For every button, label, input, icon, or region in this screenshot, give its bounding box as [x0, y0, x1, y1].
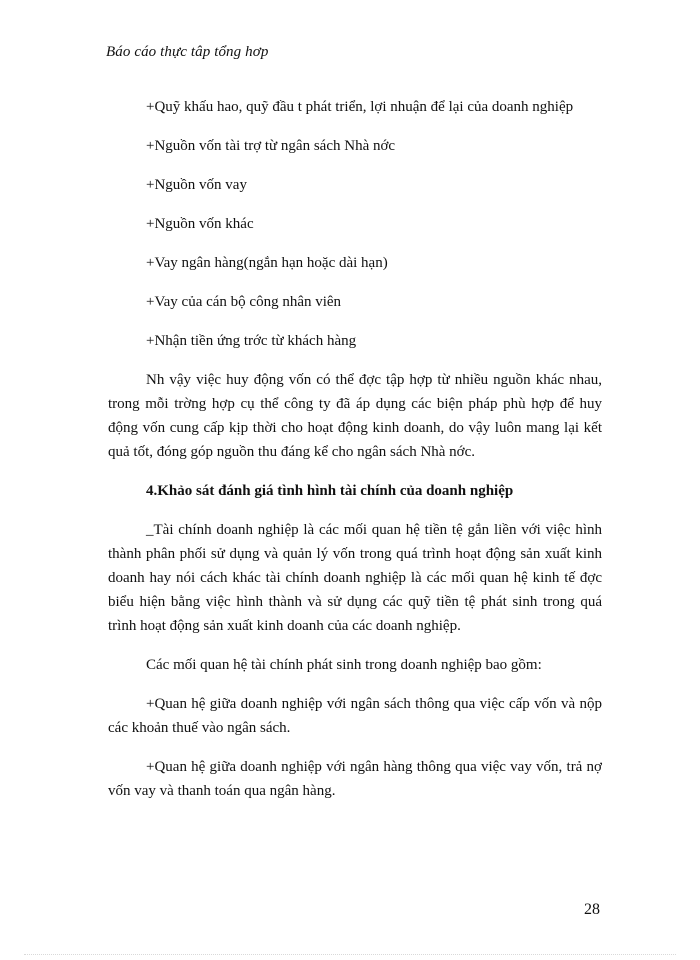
paragraph-depreciation-fund: +Quỹ khấu hao, quỹ đầu t phát triển, lợi nhuận để lại của doanh nghiệp [146, 99, 574, 115]
paragraph-state-budget-capital: +Nguồn vốn tài trợ từ ngân sách Nhà nớc [146, 138, 396, 154]
paragraph-capital-mobilization-summary: Nh vậy việc huy động vốn có thể đợc tập hợp từ nhiều nguồn khác nhau, trong mỗi trờng hợp cụ thể công ty đã áp dụng các biện pháp phù hợp để huy động vốn cung cấp kịp thời cho hoạt động kinh doanh, do vậy luôn mang lại kết quả tốt, đóng góp nguồn thu đáng kể cho ngân sách Nhà nớc. [108, 372, 602, 460]
paragraph-financial-relations-intro: Các mối quan hệ tài chính phát sinh trong doanh nghiệp bao gồm: [146, 657, 542, 673]
paragraph-employee-loans: +Vay của cán bộ công nhân viên [146, 294, 342, 310]
paragraph-bank-relation: +Quan hệ giữa doanh nghiệp với ngân hàng thông qua việc vay vốn, trả nợ vốn vay và thanh toán qua ngân hàng. [108, 759, 602, 799]
paragraph-corporate-finance-definition: _Tài chính doanh nghiệp là các mối quan hệ tiền tệ gắn liền với việc hình thành phân phối sử dụng và quản lý vốn trong quá trình hoạt động sản xuất kinh doanh hay nói cách khác tài chính doanh nghiệp là các mối quan hệ kinh tế đợc biểu hiện bằng việc hình thành và sử dụng các quỹ tiền tệ phát sinh trong quá trình hoạt động sản xuất kinh doanh của các doanh nghiệp. [108, 522, 602, 634]
paragraph-customer-advances: +Nhận tiền ứng trớc từ khách hàng [146, 333, 357, 349]
paragraph-budget-relation: +Quan hệ giữa doanh nghiệp với ngân sách thông qua việc cấp vốn và nộp các khoản thuế vào ngân sách. [108, 696, 602, 736]
paragraph-bank-loans: +Vay ngân hàng(ngắn hạn hoặc dài hạn) [146, 255, 388, 271]
page-number: 28 [584, 901, 600, 918]
body-text [108, 95, 602, 818]
running-header: Báo cáo thực tâp tổng hơp [106, 44, 269, 60]
page-bottom-divider [24, 954, 676, 955]
paragraph-other-capital: +Nguồn vốn khác [146, 216, 254, 232]
paragraph-loan-capital: +Nguồn vốn vay [146, 177, 247, 193]
section-heading: 4.Khảo sát đánh giá tình hình tài chính của doanh nghiệp [146, 483, 514, 499]
